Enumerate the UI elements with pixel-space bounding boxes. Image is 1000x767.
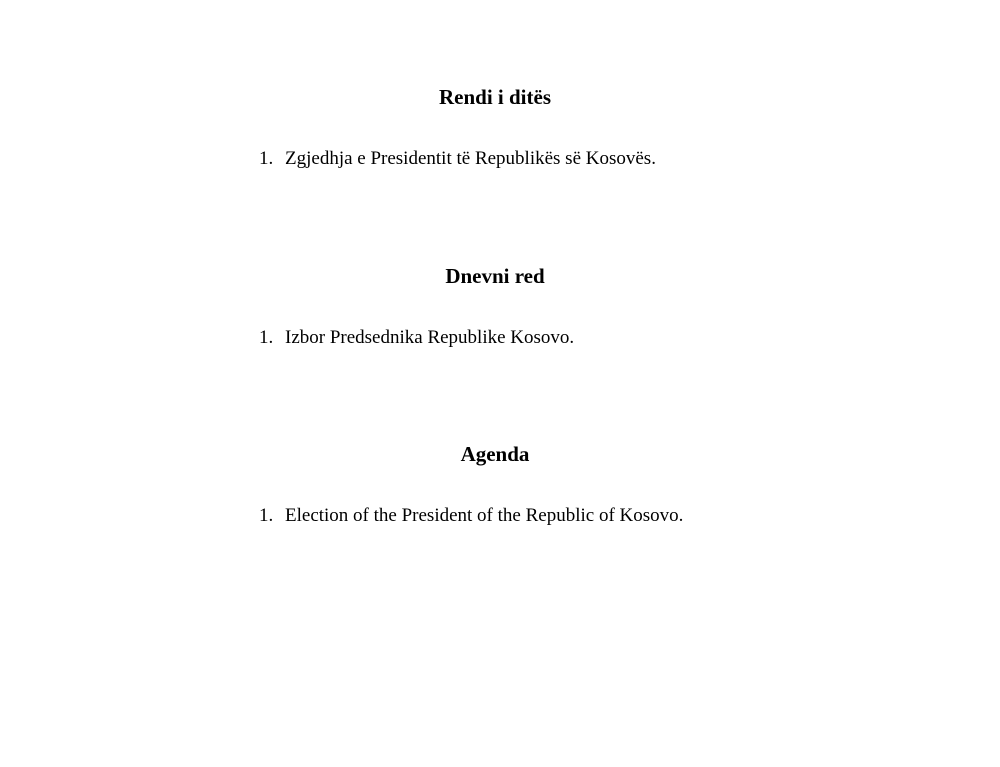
list-item-text: Election of the President of the Republic of Kosovo. bbox=[285, 505, 684, 526]
list-item-text: Izbor Predsednika Republike Kosovo. bbox=[285, 327, 575, 348]
agenda-list-item bbox=[259, 504, 683, 528]
list-item-number: 1. bbox=[259, 327, 274, 348]
list-item-number: 1. bbox=[259, 148, 274, 169]
section-heading: Agenda bbox=[460, 442, 530, 466]
section-heading: Dnevni red bbox=[445, 264, 545, 288]
agenda-list-item bbox=[259, 147, 656, 171]
agenda-list-item bbox=[259, 326, 574, 350]
list-item-number: 1. bbox=[259, 505, 274, 526]
list-item-text: Zgjedhja e Presidentit të Republikës së Kosovës. bbox=[285, 148, 656, 169]
section-heading: Rendi i ditës bbox=[438, 85, 551, 109]
